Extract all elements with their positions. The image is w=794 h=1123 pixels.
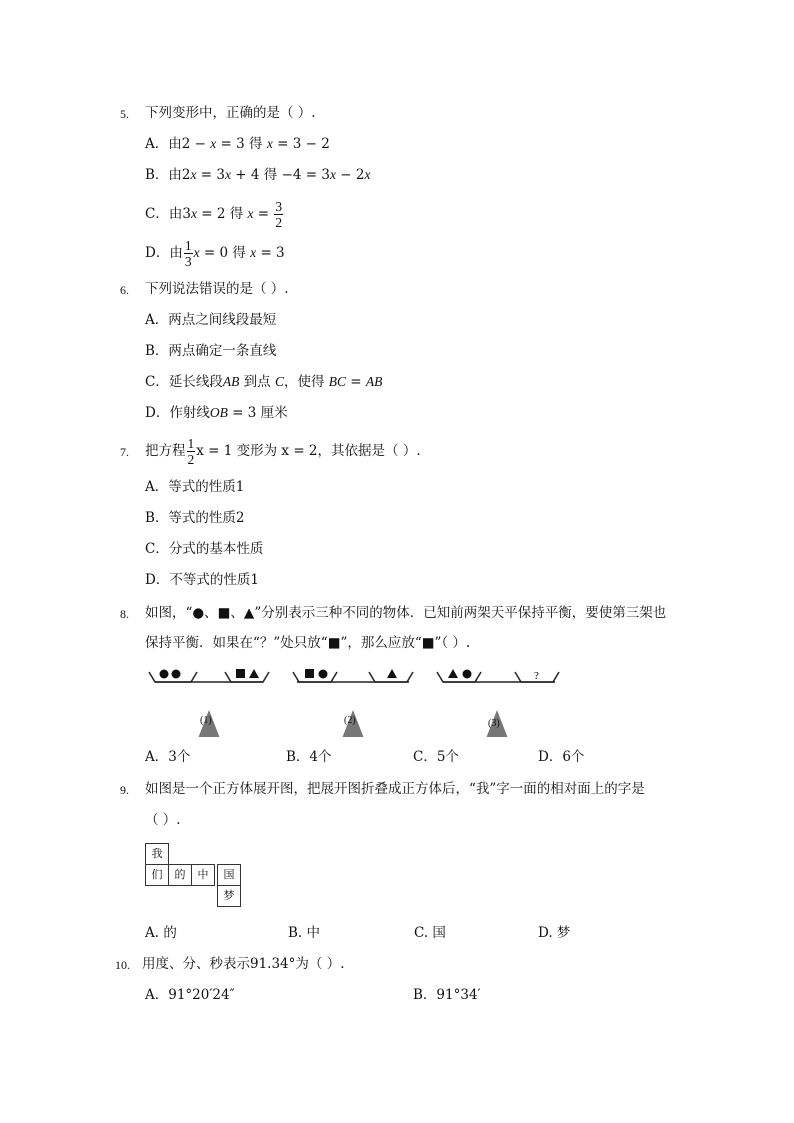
- question-number: 8.: [120, 607, 129, 621]
- fraction: $\frac{1}{2}$: [187, 436, 195, 467]
- fraction: $\frac{3}{2}$: [275, 199, 283, 230]
- square-object: [305, 669, 314, 678]
- right-pan: [225, 672, 269, 682]
- option-c: C．分式的基本性质: [145, 541, 264, 557]
- left-pan: [293, 672, 337, 682]
- option-a: A．91°20′24″: [145, 987, 235, 1003]
- triangle-object: [387, 669, 397, 678]
- net-cell: 我: [145, 843, 169, 865]
- question-number: 5.: [120, 107, 129, 121]
- option-a: A. 的: [145, 925, 177, 941]
- net-cell: 中: [191, 864, 215, 886]
- option-c: C. 国: [414, 925, 446, 941]
- option-b: B．4个: [286, 749, 332, 765]
- question-number: 6.: [120, 283, 129, 297]
- circle-object: [172, 670, 181, 679]
- question-stem: 下列变形中，正确的是（ ）.: [145, 105, 316, 121]
- question-stem-line2: 保持平衡．如果在“？”处只放“■”，那么应放“■”（ ）.: [145, 635, 471, 651]
- net-cell: 梦: [217, 885, 241, 907]
- net-cell: 国: [217, 864, 241, 886]
- option-b: B．两点确定一条直线: [145, 343, 277, 359]
- option-a: A．等式的性质1: [145, 479, 245, 495]
- net-cell: 的: [168, 864, 192, 886]
- scale-label-3: (3): [488, 718, 500, 729]
- scale-label-2: (2): [344, 715, 356, 726]
- circle-object: [319, 670, 328, 679]
- option-b: B．由2x = 3x + 4 得 −4 = 3x − 2x: [145, 167, 371, 183]
- scale-label-1: (1): [200, 715, 212, 726]
- question-mark: ?: [534, 670, 539, 682]
- option-c: C．延长线段AB 到点 C，使得 BC = AB: [145, 374, 383, 390]
- question-number: 7.: [120, 445, 129, 459]
- question-stem: 如图是一个正方体展开图，把展开图折叠成正方体后，“我”字一面的相对面上的字是: [145, 781, 645, 797]
- net-cell: 们: [145, 864, 169, 886]
- option-c: C．5个: [413, 749, 459, 765]
- option-b: B．91°34′: [413, 987, 481, 1003]
- question-number: 9.: [120, 783, 129, 797]
- circle-object: [160, 670, 169, 679]
- left-pan: [437, 672, 481, 682]
- option-b: B. 中: [288, 925, 321, 941]
- question-number: 10.: [115, 958, 130, 972]
- circle-object: [463, 670, 472, 679]
- option-d: D．作射线OB = 3 厘米: [145, 405, 288, 421]
- square-object: [236, 669, 245, 678]
- option-d: D．不等式的性质1: [145, 572, 259, 588]
- question-stem: 下列说法错误的是（ ）.: [145, 281, 289, 297]
- question-stem: 如图，“●、■、▲”分别表示三种不同的物体．已知前两架天平保持平衡，要使第三架也: [145, 605, 667, 621]
- triangle-object: [448, 669, 458, 678]
- option-c: C．由3x = 2 得 x = $\frac{3}{2}$: [145, 199, 283, 230]
- option-d: D. 梦: [538, 925, 571, 941]
- question-stem: 用度、分、秒表示91.34°为（ ）.: [142, 956, 345, 972]
- triangle-object: [249, 669, 259, 678]
- option-a: A．由2 − x = 3 得 x = 3 − 2: [145, 136, 330, 152]
- option-b: B．等式的性质2: [145, 510, 245, 526]
- question-stem-line2: （ ）.: [145, 812, 181, 828]
- question-stem: 把方程 $\frac{1}{2}$ x = 1 变形为 x = 2，其依据是（ ）.: [145, 436, 421, 467]
- option-d: D．6个: [538, 749, 585, 765]
- option-a: A．两点之间线段最短: [145, 312, 277, 328]
- option-d: D．由 $\frac{1}{3}$ x = 0 得 x = 3: [145, 238, 285, 269]
- option-a: A．3个: [145, 749, 191, 765]
- fraction: $\frac{1}{3}$: [184, 238, 192, 269]
